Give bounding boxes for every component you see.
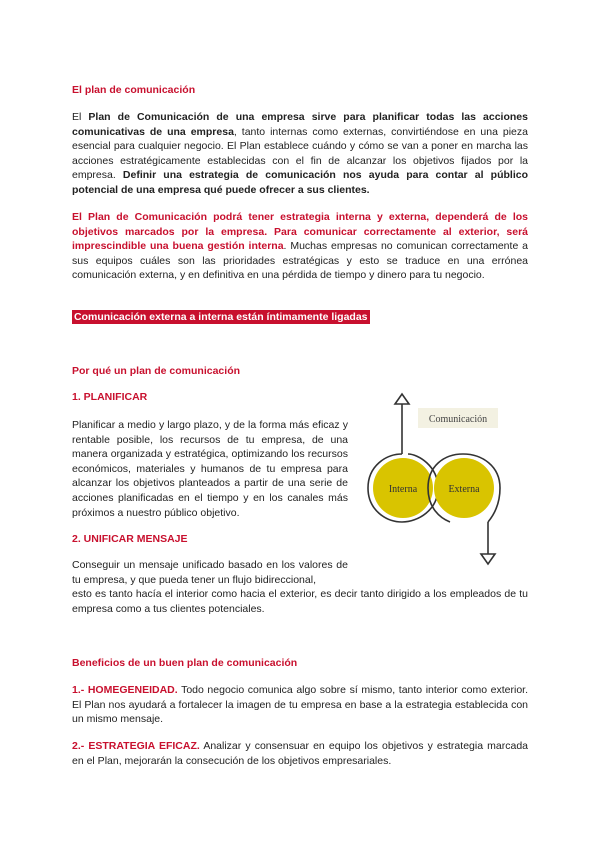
intro-paragraph — [72, 110, 528, 198]
unificar-text-a: Conseguir un mensaje unificado basado en los valores de tu empresa, y que pueda tener un flujo bidireccional, — [72, 559, 348, 586]
down-arrow-head-icon — [481, 554, 495, 564]
benefit-1-label: 1.- HOMEGENEIDAD. — [72, 684, 178, 696]
subheading-unificar: 2. UNIFICAR MENSAJE — [72, 533, 188, 545]
benefit-2-label: 2.- ESTRATEGIA EFICAZ. — [72, 740, 200, 752]
highlighted-statement: Comunicación externa a interna están íntimamente ligadas — [74, 311, 368, 323]
communication-diagram — [358, 388, 508, 568]
intro-prefix: El — [72, 111, 89, 123]
diagram-svg — [358, 388, 508, 568]
strategy-text: . Muchas empresas no comunican correctamente a sus equipos cuáles son las prioridades estratégicas y esto se traduce en una errónea comunicación externa, y en definitiva en una pérdida de tiempo y dinero para tu negocio. — [72, 240, 528, 282]
intro-bold-1: Plan de Comunicación de una empresa sirve para planificar todas las acciones comunicativas de una empresa — [72, 111, 528, 138]
benefit-1 — [72, 683, 528, 727]
benefit-2-text: Analizar y consensuar en equipo los objetivos y estrategia marcada en el Plan, mejorarán la consecución de los objetivos empresariales. — [72, 740, 528, 767]
label-interna: Interna — [388, 484, 418, 495]
section-heading-why: Por qué un plan de comunicación — [72, 365, 241, 377]
intro-text: , tanto internas como externas, convirtiéndose en una pieza esencial para cualquier negocio. El Plan establece cuándo y cómo se van a poner en marcha las acciones estratégicamente establecidas con el fin de alcanzar los objetivos fijados por la empresa. — [72, 125, 528, 182]
benefit-2 — [72, 739, 528, 768]
section-heading-benefits: Beneficios de un buen plan de comunicación — [72, 657, 298, 669]
planificar-text: Planificar a medio y largo plazo, y de la forma más eficaz y rentable posible, los recursos de tu empresa, de una manera organizada y estratégica, optimizando los recursos económicos, materiales y humanos de tu empresa para alcanzar los objetivos planteados a partir de una serie de acciones planificadas en el tiempo y en los canales más próximos a nuestro público objetivo. — [72, 419, 348, 519]
section-heading-plan: El plan de comunicación — [72, 84, 196, 96]
subheading-planificar: 1. PLANIFICAR — [72, 391, 148, 403]
strategy-red-text: El Plan de Comunicación podrá tener estrategia interna y externa, dependerá de los objetivos marcados por la empresa. Para comunicar correctamente al exterior, será imprescindible una buena gestión interna — [72, 211, 528, 253]
intro-bold-2: Definir una estrategia de comunicación nos ayuda para contar al público potencial de una empresa qué puede ofrecer a sus clientes. — [72, 169, 529, 196]
up-arrow-head-icon — [395, 394, 409, 404]
strategy-paragraph — [72, 210, 528, 283]
unificar-text-b: esto es tanto hacía el interior como hacia el exterior, es decir tanto dirigido a los empleados de tu empresa como a tus clientes potenciales. — [72, 588, 528, 615]
label-externa: Externa — [448, 484, 480, 495]
benefit-1-text: Todo negocio comunica algo sobre sí mismo, tanto interior como exterior. El Plan nos ayudará a fortalecer la imagen de tu empresa en base a la estrategia establecida con un mismo mensaje. — [72, 684, 528, 726]
label-comunicacion: Comunicación — [428, 414, 488, 425]
